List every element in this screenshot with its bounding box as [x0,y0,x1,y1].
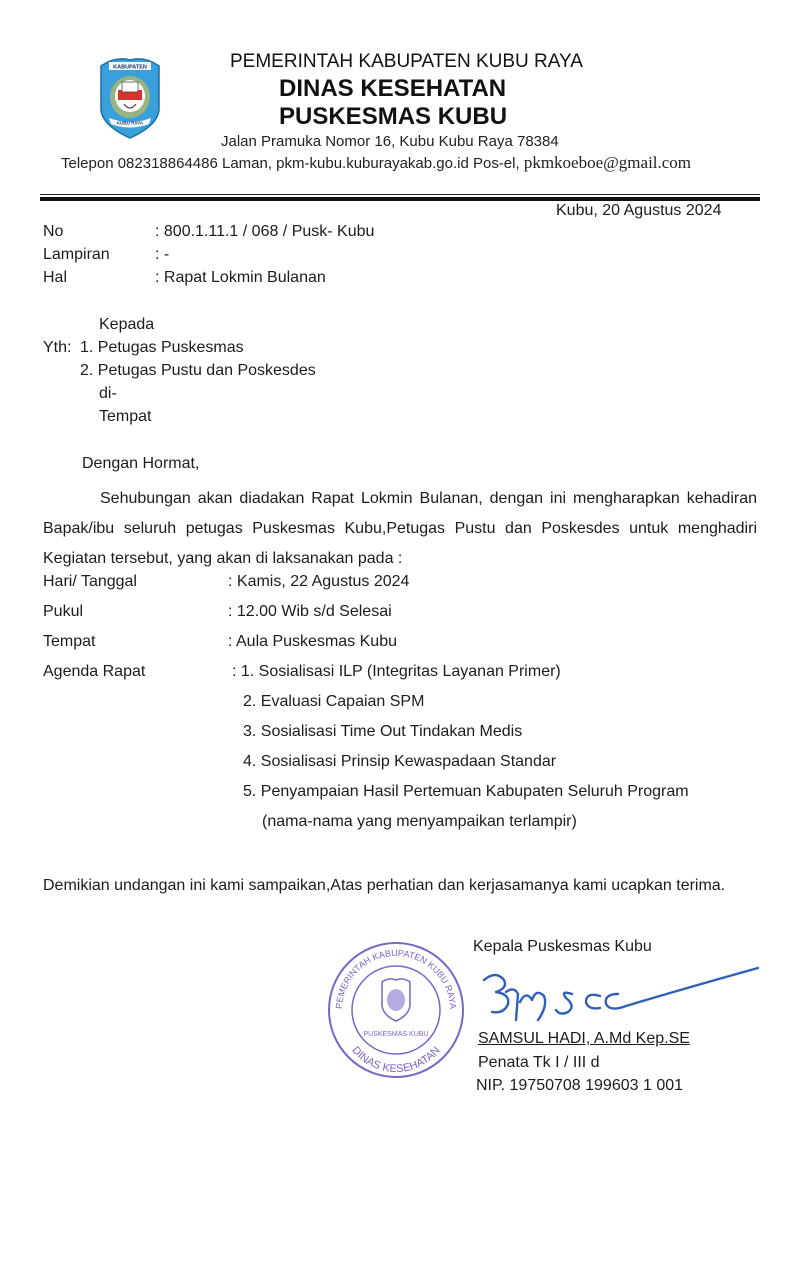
svg-text:DINAS KESEHATAN [349,1044,442,1075]
official-stamp-icon [326,940,466,1080]
emblem-bottom-text: KUBU RAYA [116,120,144,126]
contact-info: Telepon 082318864486 Laman, pkm-kubu.kuburayakab.go.id Pos-el, [61,155,524,172]
agenda-item: : 1. Sosialisasi ILP (Integritas Layanan Primer) [232,663,561,680]
place-date: Kubu, 20 Agustus 2024 [556,202,722,219]
stamp-inner-text: PUSKESMAS KUBU [363,1031,429,1038]
meta-label-lampiran: Lampiran [43,246,110,263]
regency-emblem-icon [95,52,165,140]
letterhead-contact [61,153,691,173]
addressee-yth: Yth: [43,339,72,356]
meta-value-no: : 800.1.11.1 / 068 / Pusk- Kubu [155,223,375,240]
addressee-tempat: Tempat [99,408,152,425]
agenda-item: 3. Sosialisasi Time Out Tindakan Medis [243,723,523,740]
meta-value-hal: : Rapat Lokmin Bulanan [155,269,326,286]
agenda-item: 2. Evaluasi Capaian SPM [243,693,425,710]
emblem-top-text: KABUPATEN [113,64,147,71]
addressee-di: di- [99,385,117,402]
letterhead-government: PEMERINTAH KABUPATEN KUBU RAYA [230,51,583,72]
letterhead-address: Jalan Pramuka Nomor 16, Kubu Kubu Raya 78384 [221,133,559,150]
closing-paragraph: Demikian undangan ini kami sampaikan,Atas perhatian dan kerjasamanya kami ucapkan terima. [43,877,726,894]
stamp-top-text: PEMERINTAH KABUPATEN KUBU RAYA [333,947,459,1010]
meta-label-hal: Hal [43,269,68,286]
agenda-item: 4. Sosialisasi Prinsip Kewaspadaan Standar [243,753,557,770]
agenda-item-note: (nama-nama yang menyampaikan terlampir) [262,813,577,830]
letterhead-institution: PUSKESMAS KUBU [279,103,508,130]
signatory-nip: NIP. 19750708 199603 1 001 [476,1077,684,1094]
recipient-item: 2. Petugas Pustu dan Poskesdes [80,362,316,379]
detail-label-time: Pukul [43,603,84,620]
contact-email: pkmkoeboe@gmail.com [523,153,692,172]
meta-value-lampiran: : - [155,246,170,263]
signatory-name: SAMSUL HADI, A.Md Kep.SE [478,1030,690,1047]
body-paragraph: Sehubungan akan diadakan Rapat Lokmin Bulanan, dengan ini mengharapkan kehadiran Bapak/ibu seluruh petugas Puskesmas Kubu,Petugas Pustu dan Poskesdes untuk menghadiri Kegiatan tersebut, yang akan di laksanakan pada : [43,490,757,567]
detail-label-agenda: Agenda Rapat [43,663,146,680]
addressee-kepada: Kepada [99,316,155,333]
letterhead-divider-thin [40,194,760,195]
salutation: Dengan Hormat, [82,455,200,472]
letterhead-divider-thick [40,197,760,201]
signatory-rank: Penata Tk I / III d [478,1054,600,1071]
detail-label-date: Hari/ Tanggal [43,573,137,590]
detail-value-venue: : Aula Puskesmas Kubu [228,633,397,650]
agenda-item: 5. Penyampaian Hasil Pertemuan Kabupaten Seluruh Program [243,783,689,800]
signatory-position: Kepala Puskesmas Kubu [473,938,652,955]
detail-label-venue: Tempat [43,633,96,650]
detail-value-date: : Kamis, 22 Agustus 2024 [228,573,410,590]
detail-value-time: : 12.00 Wib s/d Selesai [228,603,392,620]
letterhead-agency: DINAS KESEHATAN [279,75,507,102]
handwritten-signature-icon [476,962,766,1024]
recipient-item: 1. Petugas Puskesmas [80,339,244,356]
meta-label-no: No [43,223,64,240]
stamp-bottom-text: DINAS KESEHATAN [349,1044,443,1076]
